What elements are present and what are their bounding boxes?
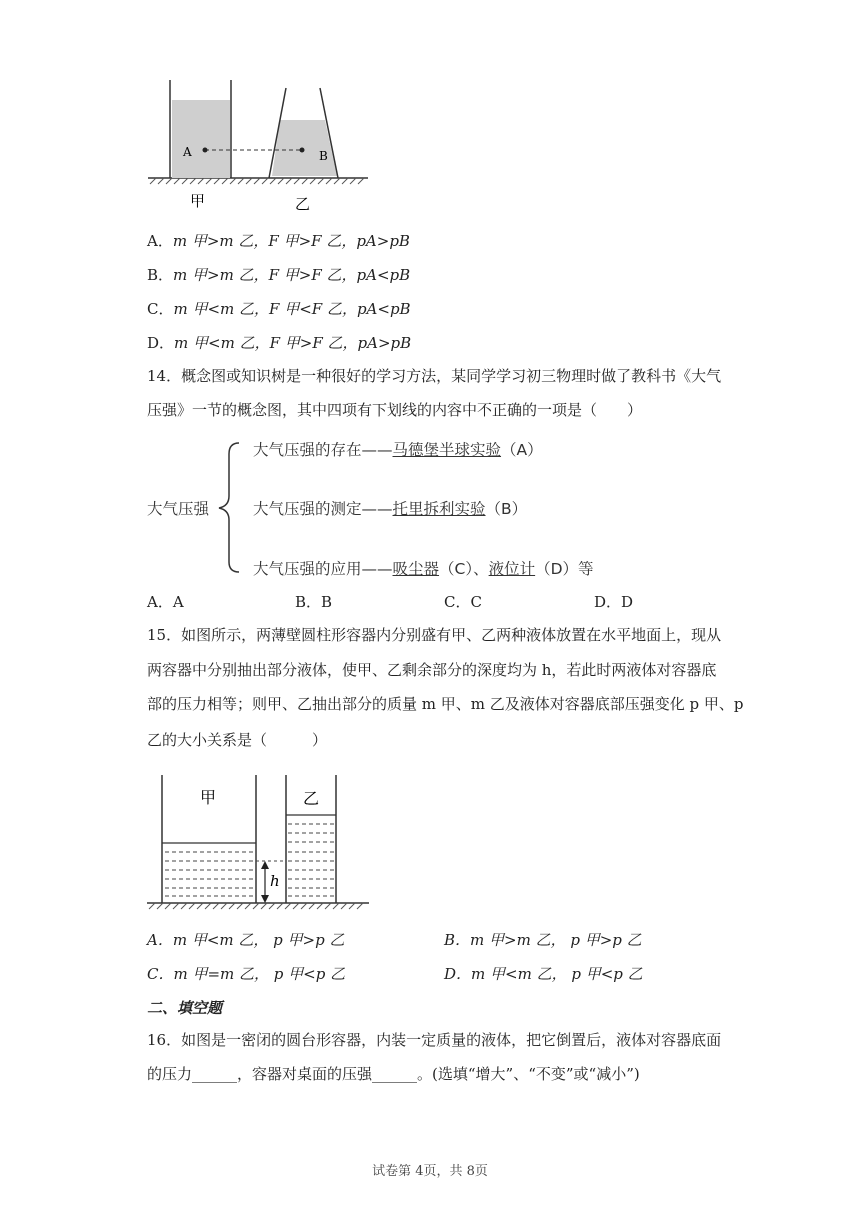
branch-suffix: （A） <box>501 441 543 459</box>
option-text: m 甲<m 乙，F 甲<F 乙，pA<pB <box>173 300 411 318</box>
option-letter: D． <box>147 334 175 352</box>
branch-prefix: 大气压强的测定—— <box>253 500 393 518</box>
q16-line2: 的压力______，容器对桌面的压强______。(选填“增大”、“不变”或“减小”) <box>147 1065 640 1083</box>
page-footer: 试卷第 4页，共 8页 <box>372 1164 488 1179</box>
branch-prefix: 大气压强的存在—— <box>253 441 393 459</box>
section-heading-fill-in: 二、填空题 <box>147 999 223 1017</box>
label-h: h <box>270 872 280 890</box>
q14-stem-line2: 压强》一节的概念图，其中四项有下划线的内容中不正确的一项是（ ） <box>147 401 643 419</box>
q13-option-a[interactable] <box>147 231 410 251</box>
q14-option-d[interactable]: D．D <box>594 593 634 611</box>
q15-option-a[interactable]: A．m 甲<m 乙， p 甲>p 乙 <box>147 931 345 949</box>
caption-yi: 乙 <box>295 195 311 213</box>
figure-cylinders <box>145 772 375 912</box>
q14-option-b[interactable]: B．B <box>295 593 333 611</box>
q15-stem-line4: 乙的大小关系是（ ） <box>147 731 328 749</box>
option-text: m 甲>m 乙，F 甲>F 乙，pA<pB <box>173 266 411 284</box>
q15-option-c[interactable]: C．m 甲=m 乙， p 甲<p 乙 <box>147 965 346 983</box>
branch-underlined: 吸尘器 <box>392 560 440 578</box>
option-text: m 甲>m 乙，F 甲>F 乙，pA>pB <box>172 232 410 250</box>
concept-root: 大气压强 <box>147 500 210 518</box>
branch-suffix: （D）等 <box>535 560 594 578</box>
point-a <box>203 148 208 153</box>
concept-branch-1 <box>253 438 543 460</box>
branch-underlined: 液位计 <box>488 560 536 578</box>
figure-containers-ab <box>145 78 375 218</box>
q13-option-b[interactable] <box>147 265 410 285</box>
branch-suffix: （B） <box>485 500 528 518</box>
option-text: m 甲<m 乙，F 甲>F 乙，pA>pB <box>174 334 412 352</box>
point-b <box>300 148 305 153</box>
q14-stem-line1: 14．概念图或知识树是一种很好的学习方法，某同学学习初三物理时做了教科书《大气 <box>147 367 722 385</box>
option-letter: B． <box>147 266 174 284</box>
q16-line1: 16．如图是一密闭的圆台形容器，内装一定质量的液体，把它倒置后，液体对容器底面 <box>147 1031 722 1049</box>
option-letter: A． <box>147 232 173 250</box>
branch-underlined: 马德堡半球实验 <box>392 441 502 459</box>
q14-option-c[interactable]: C．C <box>444 593 482 611</box>
branch-underlined: 托里拆利实验 <box>392 500 486 518</box>
q13-option-d[interactable] <box>147 333 411 353</box>
concept-branch-2 <box>253 497 527 519</box>
q13-option-c[interactable] <box>147 299 411 319</box>
branch-prefix: 大气压强的应用—— <box>253 560 393 578</box>
q15-option-d[interactable]: D．m 甲<m 乙， p 甲<p 乙 <box>444 965 643 983</box>
q15-stem-line3: 部的压力相等；则甲、乙抽出部分的质量 m 甲、m 乙及液体对容器底部压强变化 p 甲、p <box>147 695 744 713</box>
caption-yi: 乙 <box>303 789 320 808</box>
q15-option-b[interactable]: B．m 甲>m 乙， p 甲>p 乙 <box>444 931 642 949</box>
option-letter: C． <box>147 300 174 318</box>
label-b: B <box>319 149 328 163</box>
label-a: A <box>183 145 192 159</box>
concept-map-brace <box>215 440 245 575</box>
concept-branch-3 <box>253 557 594 579</box>
caption-jia: 甲 <box>190 192 206 210</box>
branch-mid: （C）、 <box>439 560 489 578</box>
caption-jia: 甲 <box>200 788 217 807</box>
q15-stem-line2: 两容器中分别抽出部分液体，使甲、乙剩余部分的深度均为 h，若此时两液体对容器底 <box>147 661 717 679</box>
q14-option-a[interactable]: A．A <box>147 593 184 611</box>
q15-stem-line1: 15．如图所示，两薄壁圆柱形容器内分别盛有甲、乙两种液体放置在水平地面上，现从 <box>147 626 722 644</box>
